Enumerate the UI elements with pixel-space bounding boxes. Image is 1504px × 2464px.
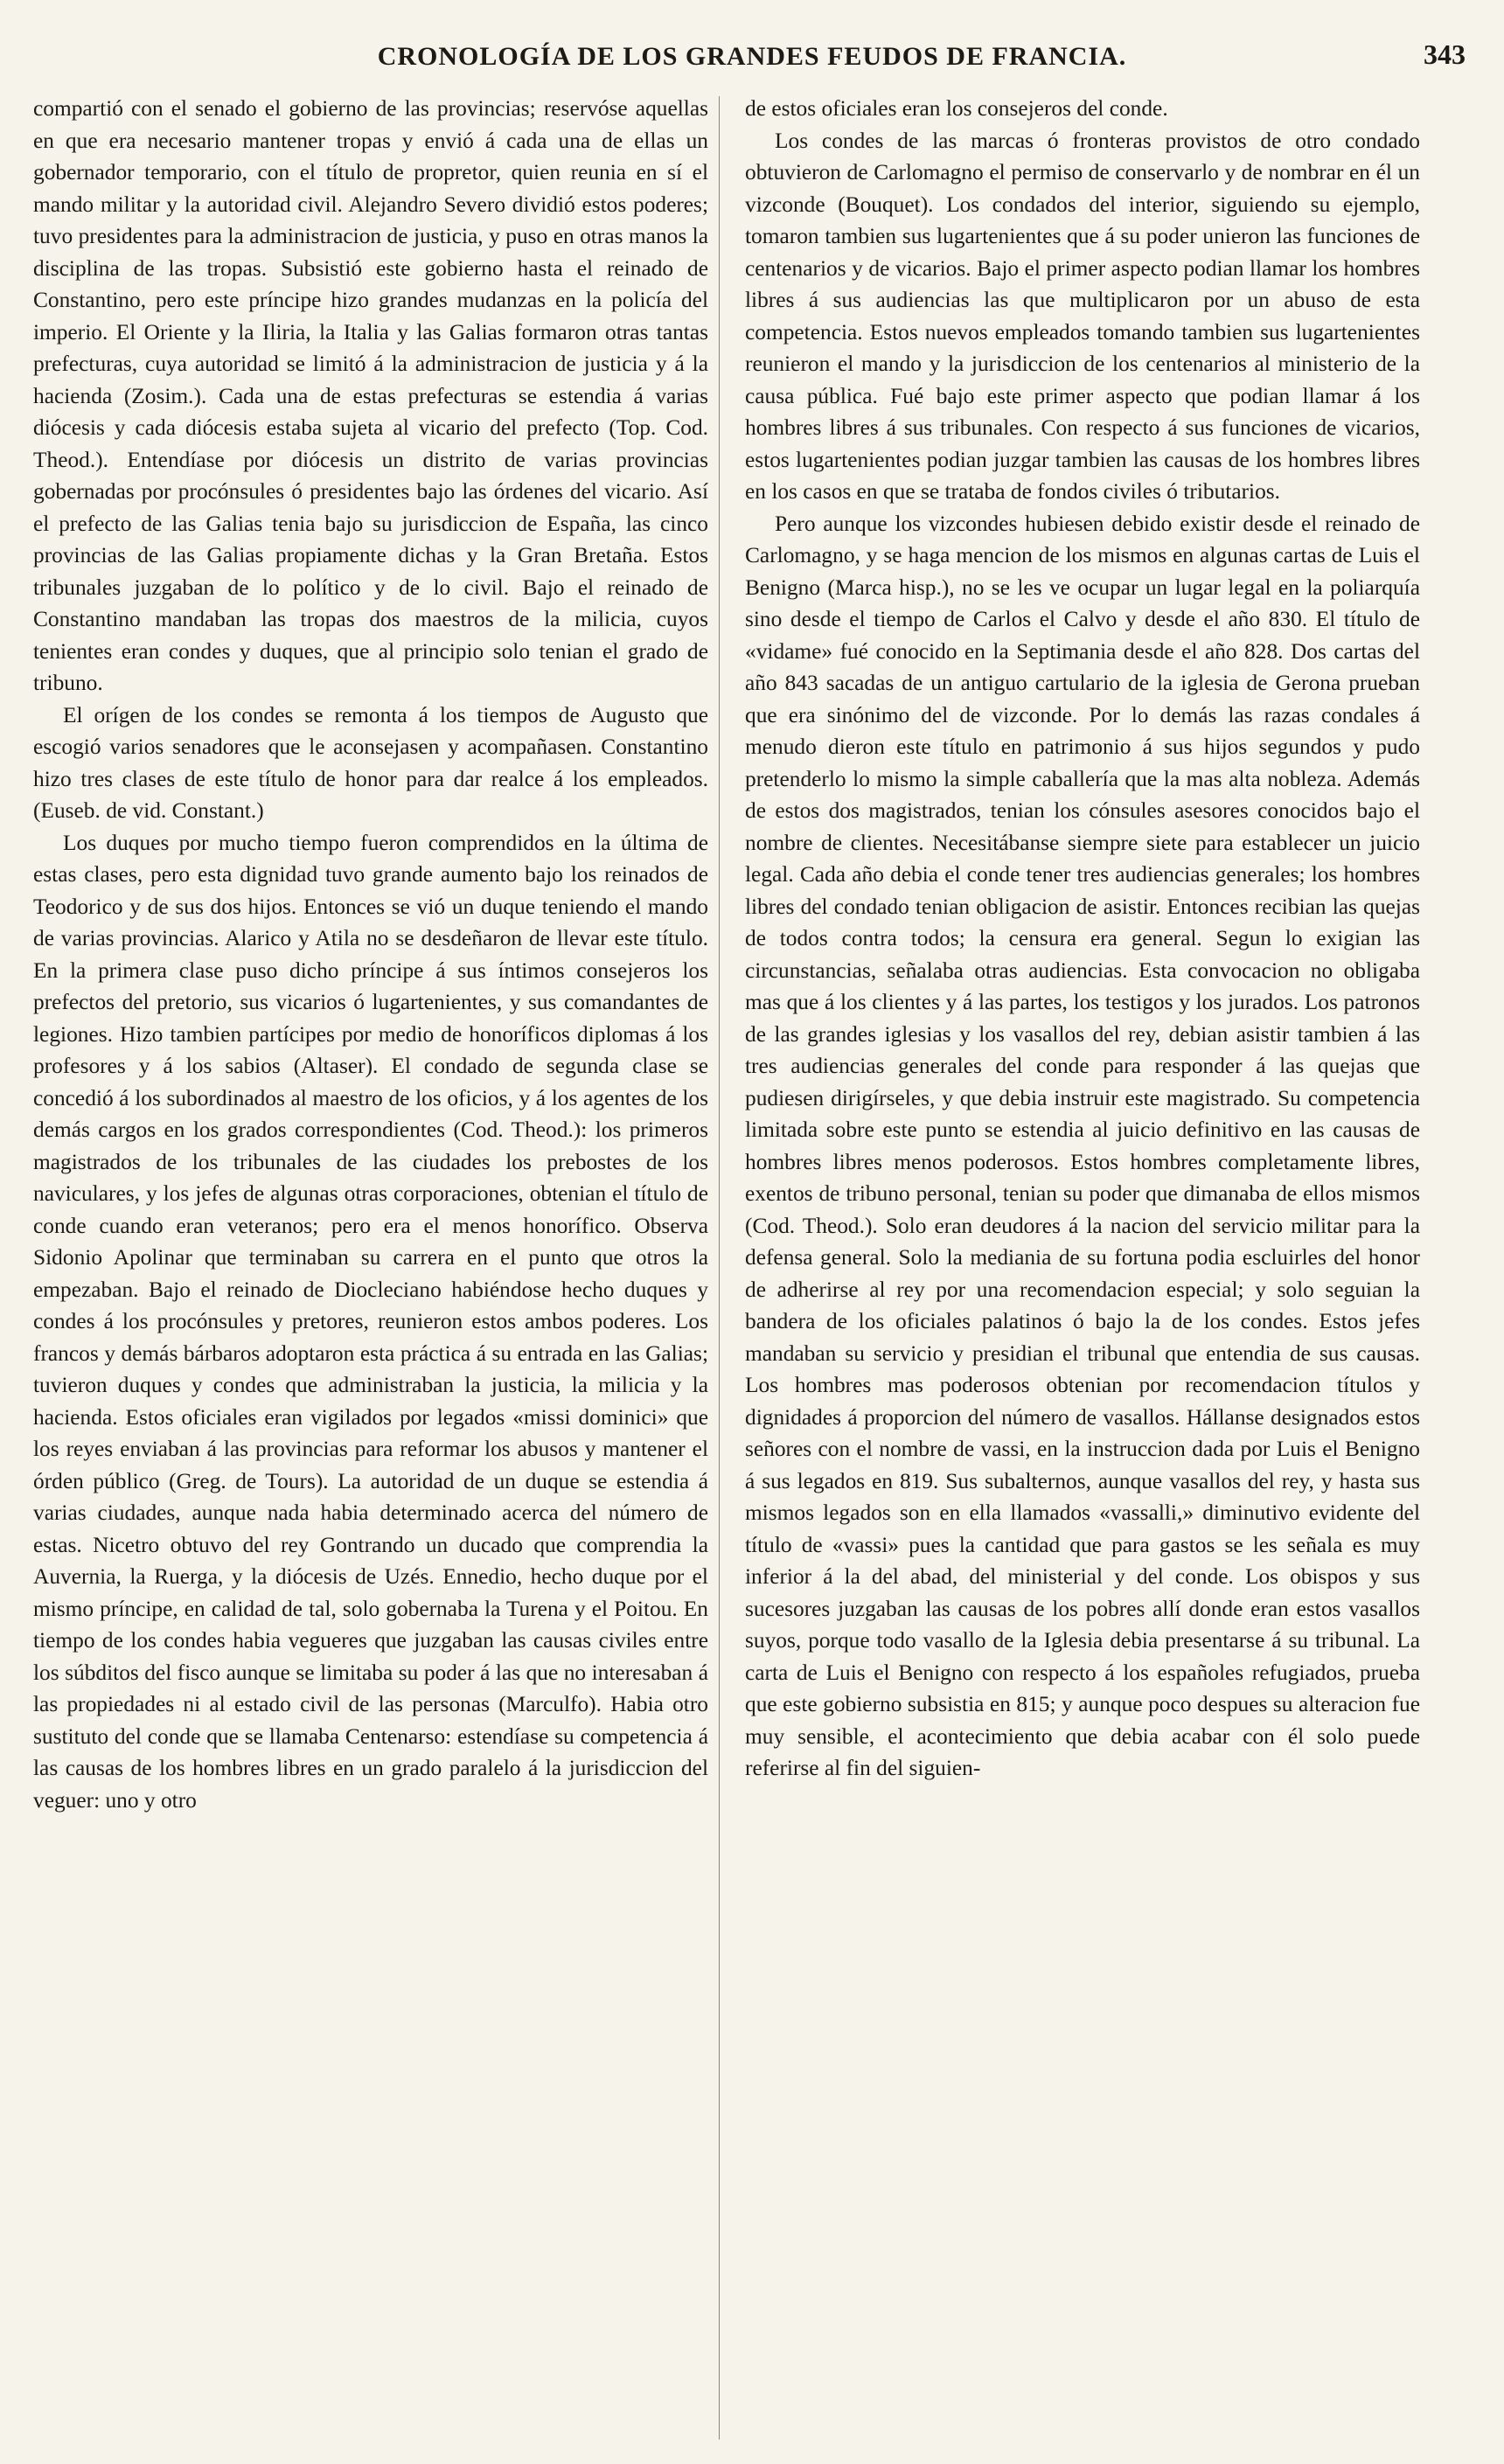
column-divider	[719, 96, 720, 2440]
paragraph: El orígen de los condes se remonta á los tiempos de Augusto que escogió varios senadores que le aconsejasen y acompañasen. Constantino hizo tres clases de este título de honor para dar realce á los empleados. (Euseb. de vid. Constant.)	[33, 702, 708, 823]
paragraph: de estos oficiales eran los consejeros del conde.	[745, 96, 1168, 121]
left-column	[33, 93, 708, 2445]
right-column	[745, 93, 1420, 2445]
paragraph: compartió con el senado el gobierno de las provincias; reservóse aquellas en que era necesario mantener tropas y envió á cada una de ellas un gobernador temporario, con el título de propretor, quien reunia en sí el mando militar y la autoridad civil. Alejandro Severo dividió estos poderes; tuvo presidentes para la administracion de justicia, y puso en otras manos la disciplina de las tropas. Subsistió este gobierno hasta el reinado de Constantino, pero este príncipe hizo grandes mudanzas en la policía del imperio. El Oriente y la Iliria, la Italia y las Galias formaron otras tantas prefecturas, cuya autoridad se limitó á la administracion de justicia y á la hacienda (Zosim.). Cada una de estas prefecturas se estendia á varias diócesis y cada diócesis estaba sujeta al vicario del prefecto (Top. Cod. Theod.). Entendíase por diócesis un distrito de varias provincias gobernadas por procónsules ó presidentes bajo las órdenes del vicario. Así el prefecto de las Galias tenia bajo su jurisdiccion de España, las cinco provincias de las Galias propiamente dichas y la Gran Bretaña. Estos tribunales juzgaban de lo político y de lo civil. Bajo el reinado de Constantino mandaban las tropas dos maestros de la milicia, cuyos tenientes eran condes y duques, que al principio solo tenian el grado de tribuno.	[33, 96, 708, 695]
paragraph: Pero aunque los vizcondes hubiesen debido existir desde el reinado de Carlomagno, y se haga mencion de los mismos en algunas cartas de Luis el Benigno (Marca hisp.), no se les ve ocupar un lugar legal en la poliarquía sino desde el tiempo de Carlos el Calvo y desde el año 830. El título de «vidame» fué conocido en la Septimania desde el año 828. Dos cartas del año 843 sacadas de un antiguo cartulario de la iglesia de Gerona prueban que era sinónimo del de vizconde. Por lo demás las razas condales á menudo dieron este título en patrimonio á sus hijos segundos y pudo pretenderlo lo mismo la simple caballería que la mas alta nobleza. Además de estos dos magistrados, tenian los cónsules asesores conocidos bajo el nombre de clientes. Necesitábanse siempre siete para establecer un juicio legal. Cada año debia el conde tener tres audiencias generales; los hombres libres del condado tenian obligacion de asistir. Entonces recibian las quejas de todos contra todos; la censura era general. Segun lo exigian las circunstancias, señalaba otras audiencias. Esta convocacion no obligaba mas que á los clientes y á las partes, los testigos y los jurados. Los patronos de las grandes iglesias y los vasallos del rey, debian asistir tambien á las tres audiencias generales del conde para responder á las quejas que pudiesen dirigírseles, y que debia instruir este magistrado. Su competencia limitada sobre este punto se estendia al juicio definitivo en las causas de hombres libres menos poderosos. Estos hombres completamente libres, exentos de tribuno personal, tenian su poder que dimanaba de ellos mismos (Cod. Theod.). Solo eran deudores á la nacion del servicio militar para la defensa general. Solo la mediania de su fortuna podia escluirles del honor de adherirse al rey por una recomendacion especial; y solo seguian la bandera de los oficiales palatinos ó bajo la de los condes. Estos jefes mandaban su servicio y presidian el tribunal que entendia de sus causas. Los hombres mas poderosos obtenian por recomendacion títulos y dignidades á proporcion del número de vasallos. Hállanse designados estos señores con el nombre de vassi, en la instruccion dada por Luis el Benigno á sus legados en 819. Sus subalternos, aunque vasallos del rey, y hasta sus mismos legados son en ella llamados «vassalli,» diminutivo evidente del título de «vassi» pues la cantidad que para gastos se les señala es muy inferior á la del abad, del ministerial y del conde. Los obispos y sus sucesores juzgaban las causas de los pobres allí donde eran estos vasallos suyos, porque todo vasallo de la Iglesia debia presentarse á su tribunal. La carta de Luis el Benigno con respecto á los españoles refugiados, prueba que este gobierno subsistia en 815; y aunque poco despues su alteracion fue muy sensible, el acontecimiento que debia acabar con él solo puede referirse al fin del siguien-	[745, 511, 1420, 1780]
paragraph: Los duques por mucho tiempo fueron comprendidos en la última de estas clases, pero esta dignidad tuvo grande aumento bajo los reinados de Teodorico y de sus dos hijos. Entonces se vió un duque teniendo el mando de varias provincias. Alarico y Atila no se desdeñaron de llevar este título. En la primera clase puso dicho príncipe á sus íntimos consejeros los prefectos del pretorio, sus vicarios ó lugartenientes, y sus comandantes de legiones. Hizo tambien partícipes por medio de honoríficos diplomas á los profesores y á los sabios (Altaser). El condado de segunda clase se concedió á los subordinados al maestro de los oficios, y á los agentes de los demás cargos en los grados correspondientes (Cod. Theod.): los primeros magistrados de los tribunales de las ciudades los prebostes de los naviculares, y los jefes de algunas otras corporaciones, obtenian el título de conde cuando eran veteranos; pero era el menos honorífico. Observa Sidonio Apolinar que terminaban su carrera en el punto que otros la empezaban. Bajo el reinado de Diocleciano habiéndose hecho duques y condes á los procónsules y pretores, reunieron estos ambos poderes. Los francos y demás bárbaros adoptaron esta práctica á su entrada en las Galias; tuvieron duques y condes que administraban la justicia, la milicia y la hacienda. Estos oficiales eran vigilados por legados «missi dominici» que los reyes enviaban á las provincias para reformar los abusos y mantener el órden público (Greg. de Tours). La autoridad de un duque se estendia á varias ciudades, aunque nada habia determinado acerca del número de estas. Nicetro obtuvo del rey Gontrando un ducado que comprendia la Auvernia, la Ruerga, y la diócesis de Uzés. Ennedio, hecho duque por el mismo príncipe, en calidad de tal, solo gobernaba la Turena y el Poitou. En tiempo de los condes habia vegueres que juzgaban las causas civiles entre los súbditos del fisco aunque se limitaba su poder á las que no interesaban á las propiedades ni al estado civil de las personas (Marculfo). Habia otro sustituto del conde que se llamaba Centenarso: estendíase su competencia á las causas de los hombres libres en un grado paralelo á la jurisdiccion del veguer: uno y otro	[33, 830, 708, 1813]
running-title: CRONOLOGÍA DE LOS GRANDES FEUDOS DE FRANCIA.	[377, 42, 1127, 71]
page-number: 343	[1424, 38, 1466, 70]
page-header	[35, 37, 1469, 82]
paragraph: Los condes de las marcas ó fronteras provistos de otro condado obtuvieron de Carlomagno el permiso de conservarlo y de nombrar en él un vizconde (Bouquet). Los condados del interior, siguiendo su ejemplo, tomaron tambien sus lugartenientes que á su poder unieron las funciones de centenarios y de vicarios. Bajo el primer aspecto podian llamar los hombres libres á sus audiencias las que multiplicaron por un abuso de esta competencia. Estos nuevos empleados tomando tambien sus lugartenientes reunieron el mando y la jurisdiccion de los centenarios al ministerio de la causa pública. Fué bajo este primer aspecto que podian llamar á los hombres libres á sus tribunales. Con respecto á sus funciones de vicarios, estos lugartenientes podian juzgar tambien las causas de los hombres libres en los casos en que se trataba de fondos civiles ó tributarios.	[745, 128, 1420, 504]
